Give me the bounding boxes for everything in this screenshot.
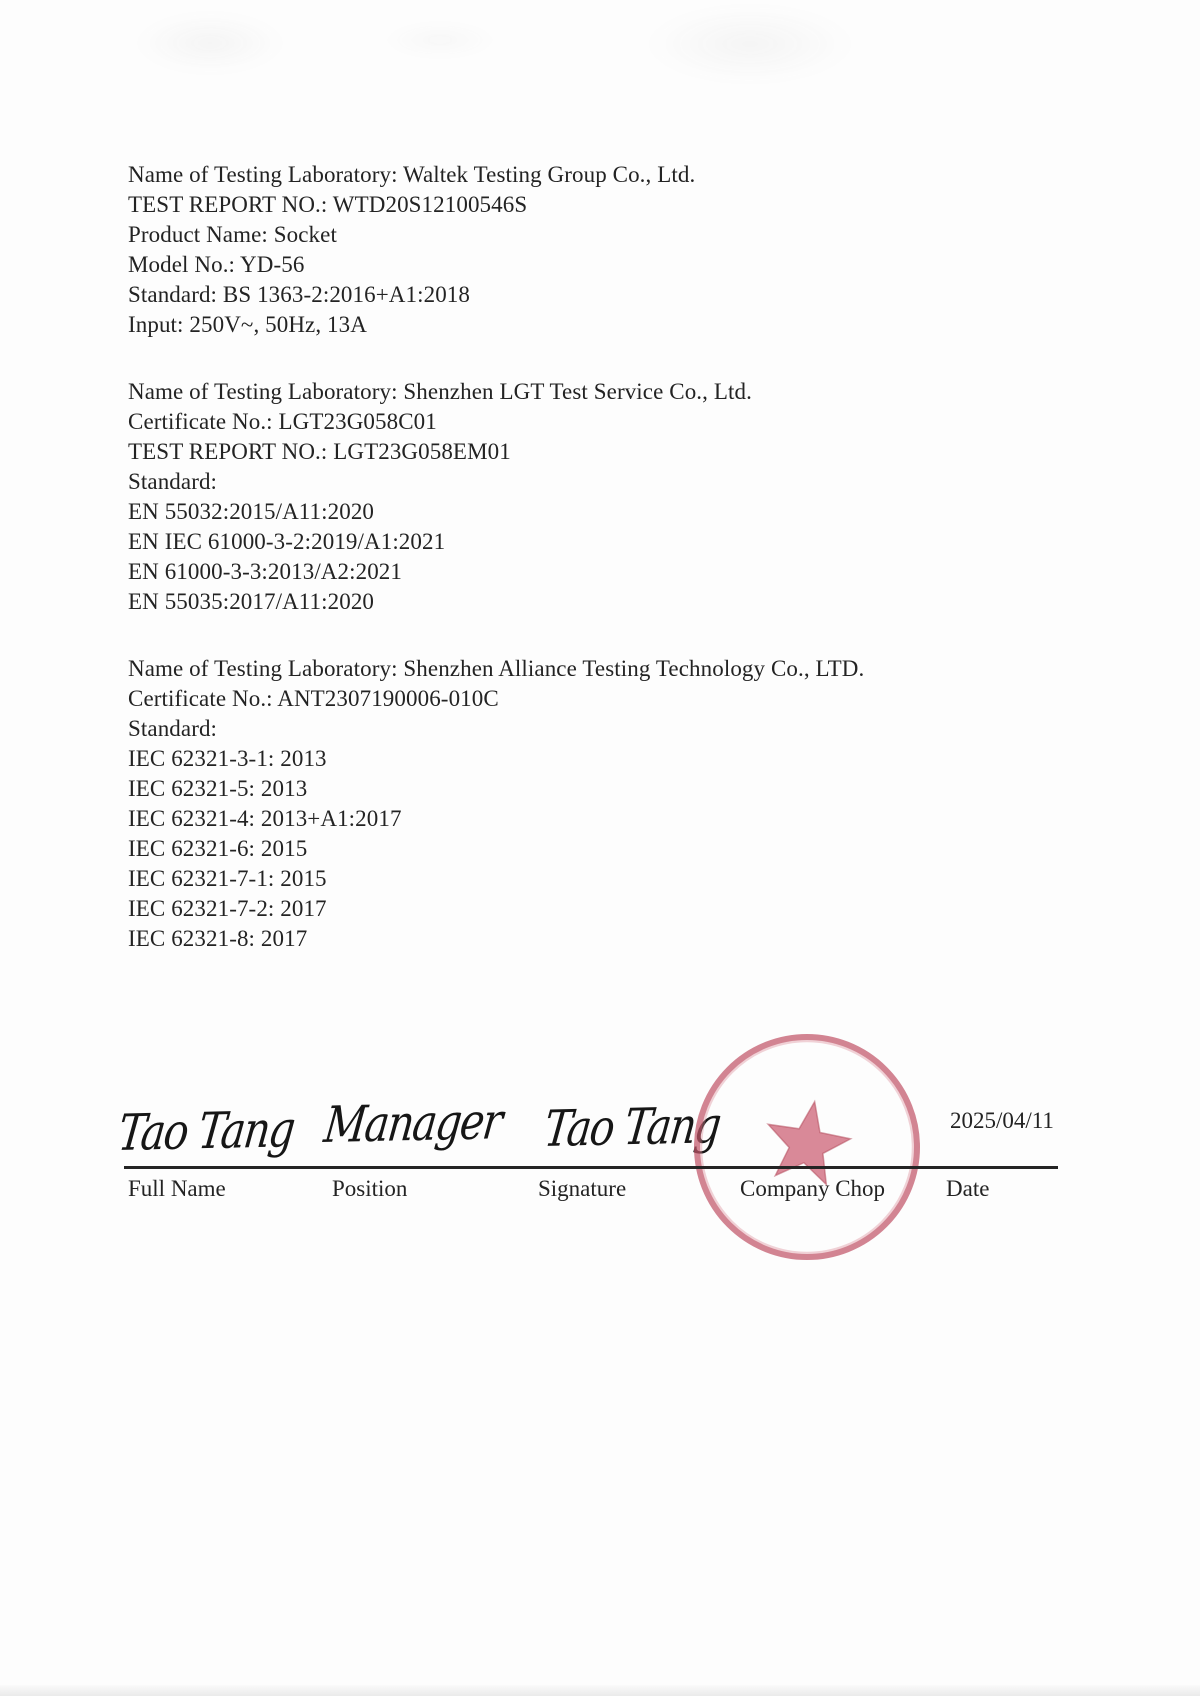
star-icon (760, 1094, 856, 1187)
text-line: IEC 62321-8: 2017 (128, 926, 308, 951)
text-line: Input: 250V~, 50Hz, 13A (128, 312, 367, 337)
scan-bottom-edge (0, 1685, 1200, 1696)
text-line: TEST REPORT NO.: WTD20S12100546S (128, 192, 528, 217)
text-line: EN 61000-3-3:2013/A2:2021 (128, 559, 403, 584)
text-line: EN 55035:2017/A11:2020 (128, 589, 375, 614)
scan-noise-smudge (135, 12, 285, 74)
position-handwritten: Manager (321, 1092, 505, 1154)
company-chop-label: Company Chop (740, 1176, 886, 1201)
text-line: Standard: BS 1363-2:2016+A1:2018 (128, 282, 471, 307)
date-label: Date (946, 1176, 990, 1201)
text-line: IEC 62321-5: 2013 (128, 776, 308, 801)
text-line: IEC 62321-7-1: 2015 (128, 866, 327, 891)
text-line: Model No.: YD-56 (128, 252, 305, 277)
text-line: EN 55032:2015/A11:2020 (128, 499, 375, 524)
text-line: IEC 62321-7-2: 2017 (128, 896, 327, 921)
text-line: Name of Testing Laboratory: Shenzhen Alliance Testing Technology Co., LTD. (128, 656, 865, 681)
lab-block-alliance (128, 654, 864, 954)
text-line: TEST REPORT NO.: LGT23G058EM01 (128, 439, 511, 464)
signature-label: Signature (538, 1176, 627, 1201)
text-line: Name of Testing Laboratory: Waltek Testing Group Co., Ltd. (128, 162, 696, 187)
text-line: Certificate No.: ANT2307190006-010C (128, 686, 499, 711)
full-name-handwritten: Tao Tang (115, 1100, 297, 1162)
signature-handwritten: Tao Tang (541, 1096, 723, 1158)
text-line: Certificate No.: LGT23G058C01 (128, 409, 437, 434)
lab-block-waltek (128, 160, 695, 340)
company-chop-stamp (688, 1028, 926, 1266)
text-line: Name of Testing Laboratory: Shenzhen LGT Test Service Co., Ltd. (128, 379, 752, 404)
scan-noise-smudge (645, 4, 855, 84)
text-line: IEC 62321-4: 2013+A1:2017 (128, 806, 402, 831)
text-line: IEC 62321-6: 2015 (128, 836, 308, 861)
lab-block-lgt (128, 377, 752, 617)
date-value: 2025/04/11 (950, 1108, 1054, 1133)
text-line: Product Name: Socket (128, 222, 337, 247)
scan-noise-smudge (380, 20, 500, 60)
full-name-label: Full Name (128, 1176, 226, 1201)
text-line: Standard: (128, 469, 218, 494)
text-line: EN IEC 61000-3-2:2019/A1:2021 (128, 529, 446, 554)
signature-rule (124, 1166, 1058, 1169)
position-label: Position (332, 1176, 408, 1201)
text-line: Standard: (128, 716, 218, 741)
text-line: IEC 62321-3-1: 2013 (128, 746, 327, 771)
